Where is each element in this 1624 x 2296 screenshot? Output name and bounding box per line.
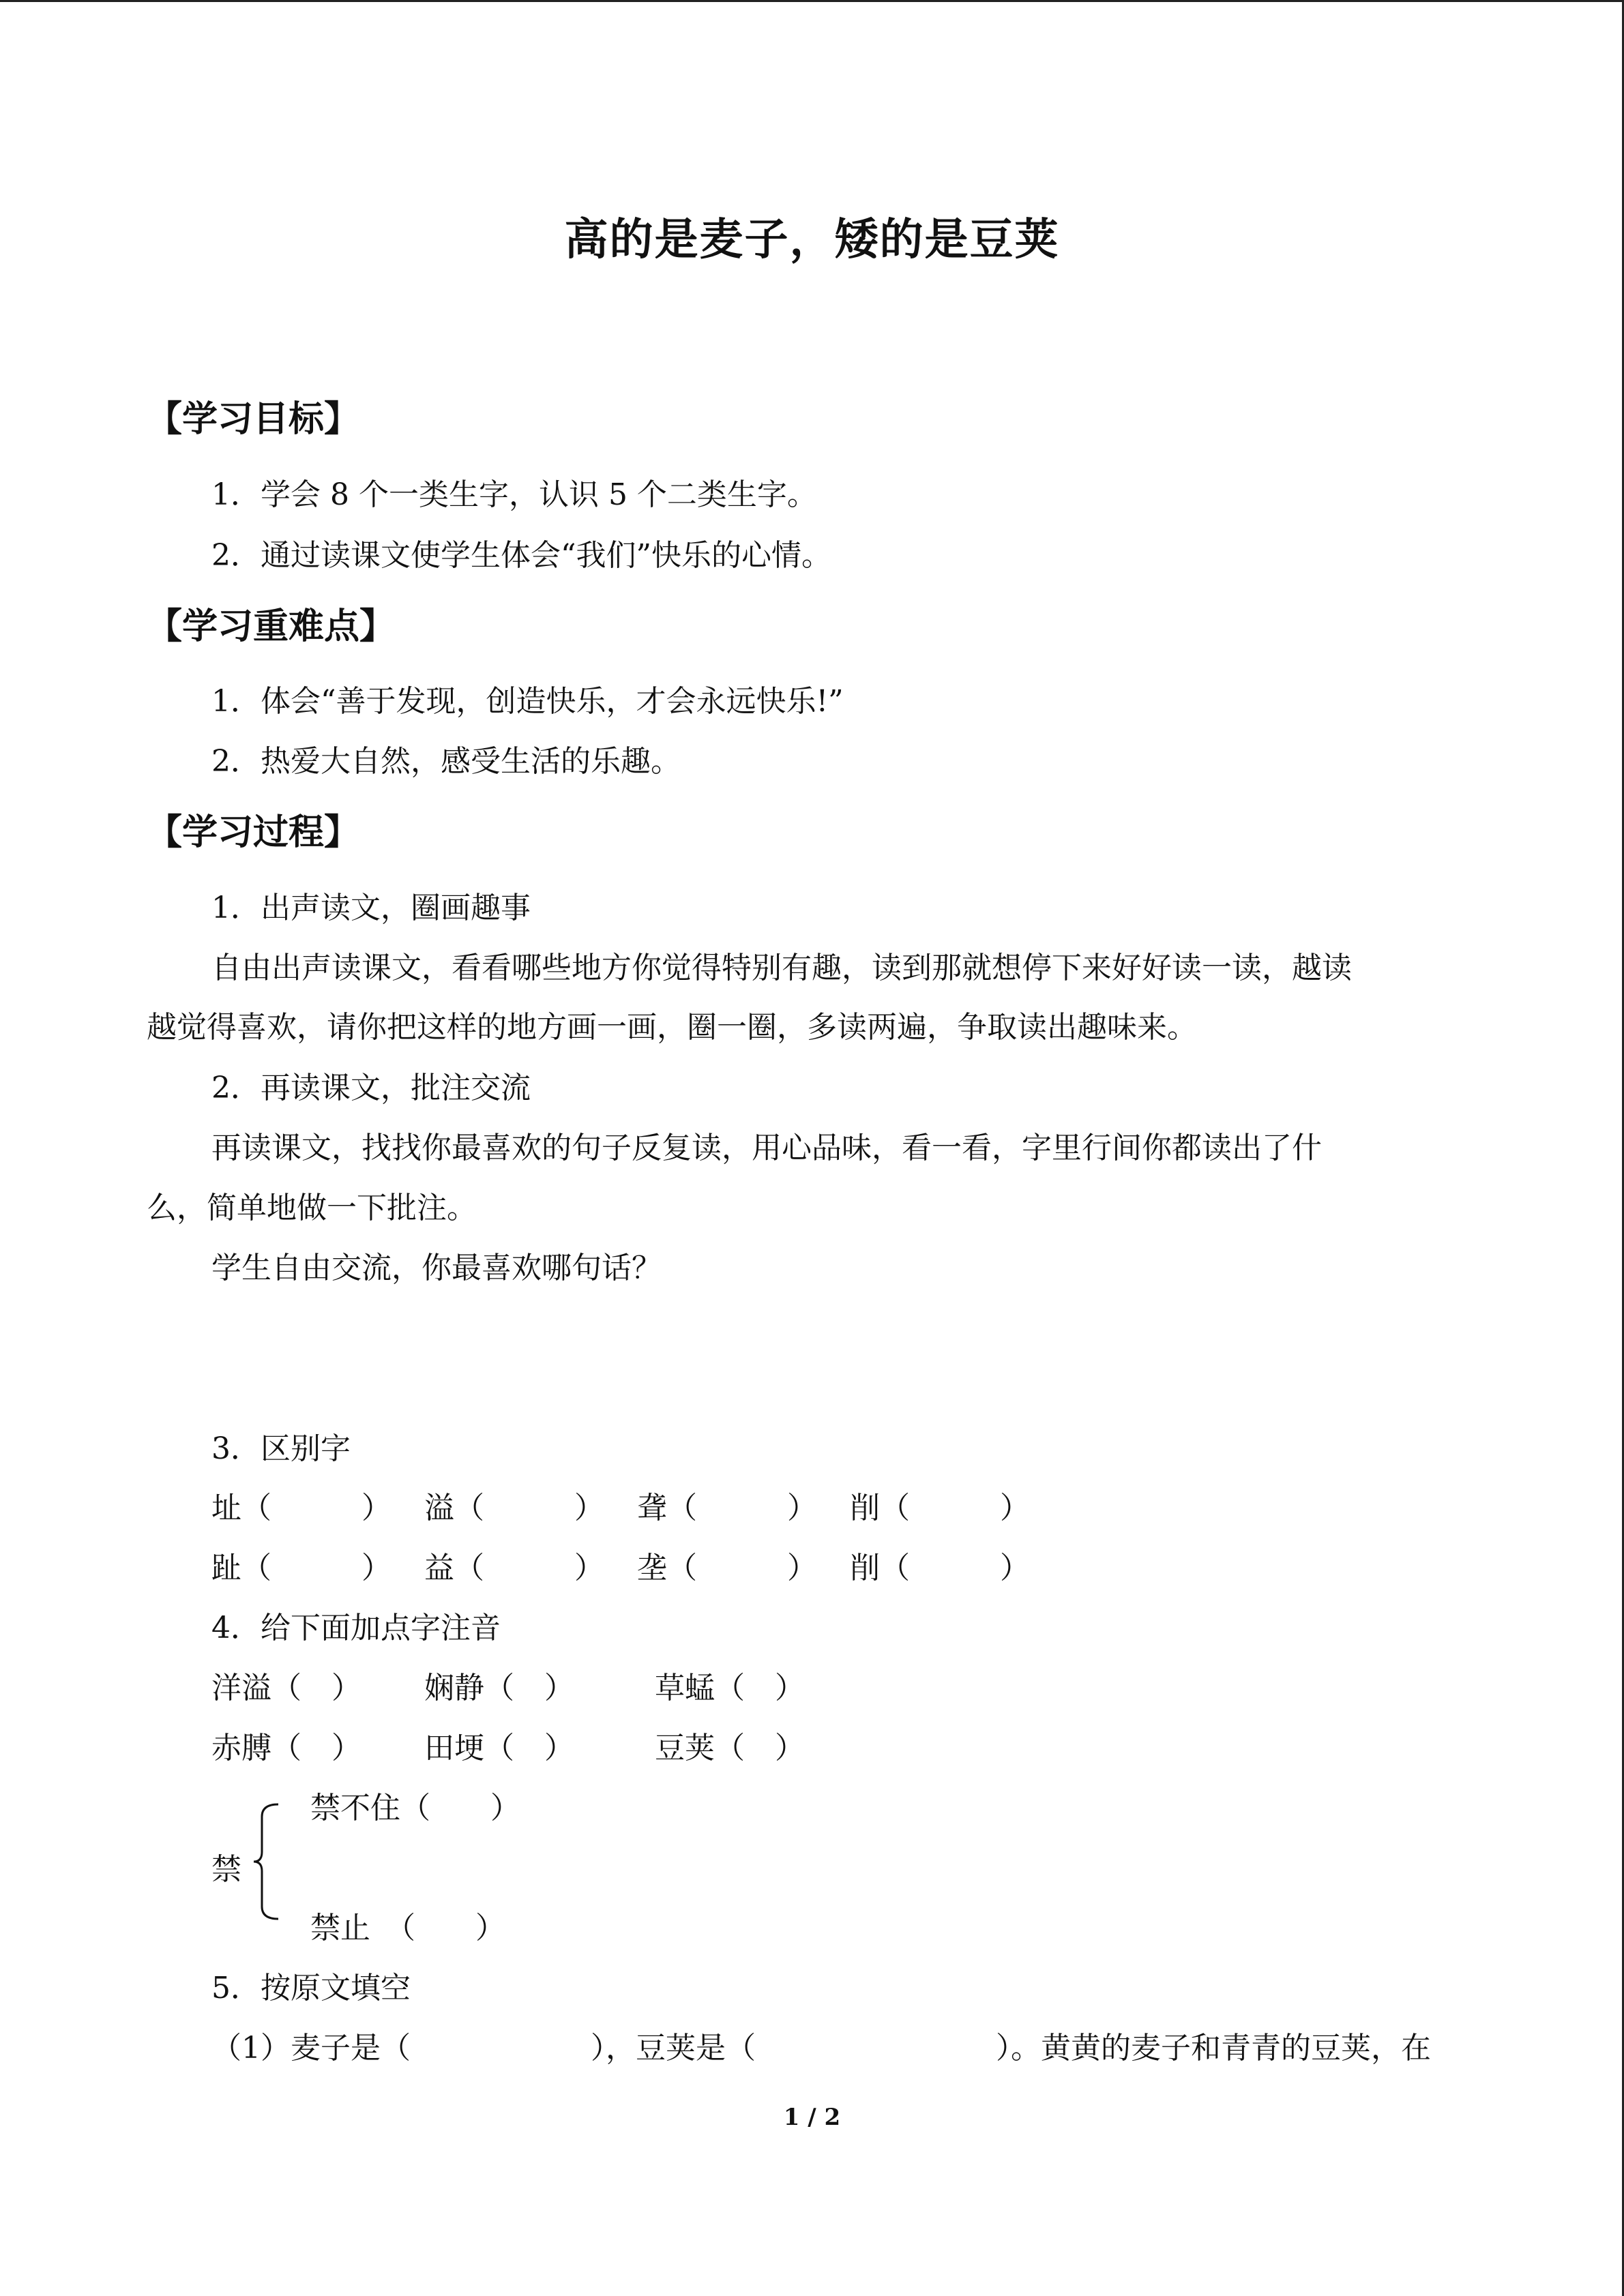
step2-paragraph-line2: 么，简单地做一下批注。: [147, 1191, 477, 1225]
pinyin-blank[interactable]: 田埂（ ）: [424, 1731, 574, 1765]
step1-title: 1．出声读文，圈画趣事: [211, 891, 531, 925]
char-blank[interactable]: 削（ ）: [850, 1551, 1030, 1585]
pinyin-blank[interactable]: 豆荚（ ）: [655, 1731, 805, 1765]
pinyin-blank[interactable]: 娴静（ ）: [424, 1671, 574, 1705]
step2-paragraph-line1: 再读课文，找找你最喜欢的句子反复读，用心品味，看一看，字里行间你都读出了什: [211, 1131, 1322, 1165]
char-blank[interactable]: 垄（ ）: [637, 1551, 817, 1585]
heading-process: 【学习过程】: [147, 811, 360, 853]
heading-goals: 【学习目标】: [147, 398, 360, 440]
char-blank[interactable]: 削（ ）: [850, 1491, 1030, 1525]
char-blank[interactable]: 益（ ）: [424, 1551, 604, 1585]
fill-in-question-1[interactable]: （1）麦子是（ ），豆荚是（ ）。黄黄的麦子和青青的豆荚，在: [211, 2031, 1431, 2066]
char-blank[interactable]: 址（ ）: [211, 1491, 392, 1525]
char-blank[interactable]: 溢（ ）: [424, 1491, 604, 1525]
step1-paragraph-line2: 越觉得喜欢，请你把这样的地方画一画，圈一圈，多读两遍，争取读出趣味来。: [147, 1010, 1197, 1045]
key-point-item-2: 2．热爱大自然，感受生活的乐趣。: [211, 744, 681, 779]
step3-title: 3．区别字: [211, 1431, 351, 1466]
goal-item-1: 1．学会 8 个一类生字，认识 5 个二类生字。: [211, 477, 817, 512]
pinyin-blank[interactable]: 草蜢（ ）: [655, 1671, 805, 1705]
step2-title: 2．再读课文，批注交流: [211, 1071, 531, 1105]
pinyin-blank[interactable]: 赤膊（ ）: [211, 1731, 361, 1765]
key-point-item-1: 1．体会“善于发现，创造快乐，才会永远快乐!”: [211, 684, 844, 719]
page-border-top: [0, 0, 1624, 2]
left-brace-icon: [252, 1800, 280, 1923]
pinyin-blank[interactable]: 禁不住（ ）: [310, 1791, 520, 1825]
step5-title: 5．按原文填空: [211, 1971, 411, 2006]
heading-key-points: 【学习重难点】: [147, 606, 396, 647]
page-title: 高的是麦子，矮的是豆荚: [564, 214, 1060, 265]
page-number: 1 / 2: [783, 2104, 841, 2131]
char-blank[interactable]: 聋（ ）: [637, 1491, 817, 1525]
step4-title: 4．给下面加点字注音: [211, 1611, 501, 1645]
jin-character: 禁: [211, 1852, 241, 1887]
step1-paragraph-line1: 自由出声读课文，看看哪些地方你觉得特别有趣，读到那就想停下来好好读一读，越读: [211, 951, 1352, 985]
goal-item-2: 2．通过读课文使学生体会“我们”快乐的心情。: [211, 538, 831, 573]
step2-question: 学生自由交流，你最喜欢哪句话？: [211, 1251, 662, 1285]
pinyin-blank[interactable]: 洋溢（ ）: [211, 1671, 361, 1705]
pinyin-blank[interactable]: 禁止 （ ）: [310, 1911, 505, 1945]
char-blank[interactable]: 趾（ ）: [211, 1551, 392, 1585]
